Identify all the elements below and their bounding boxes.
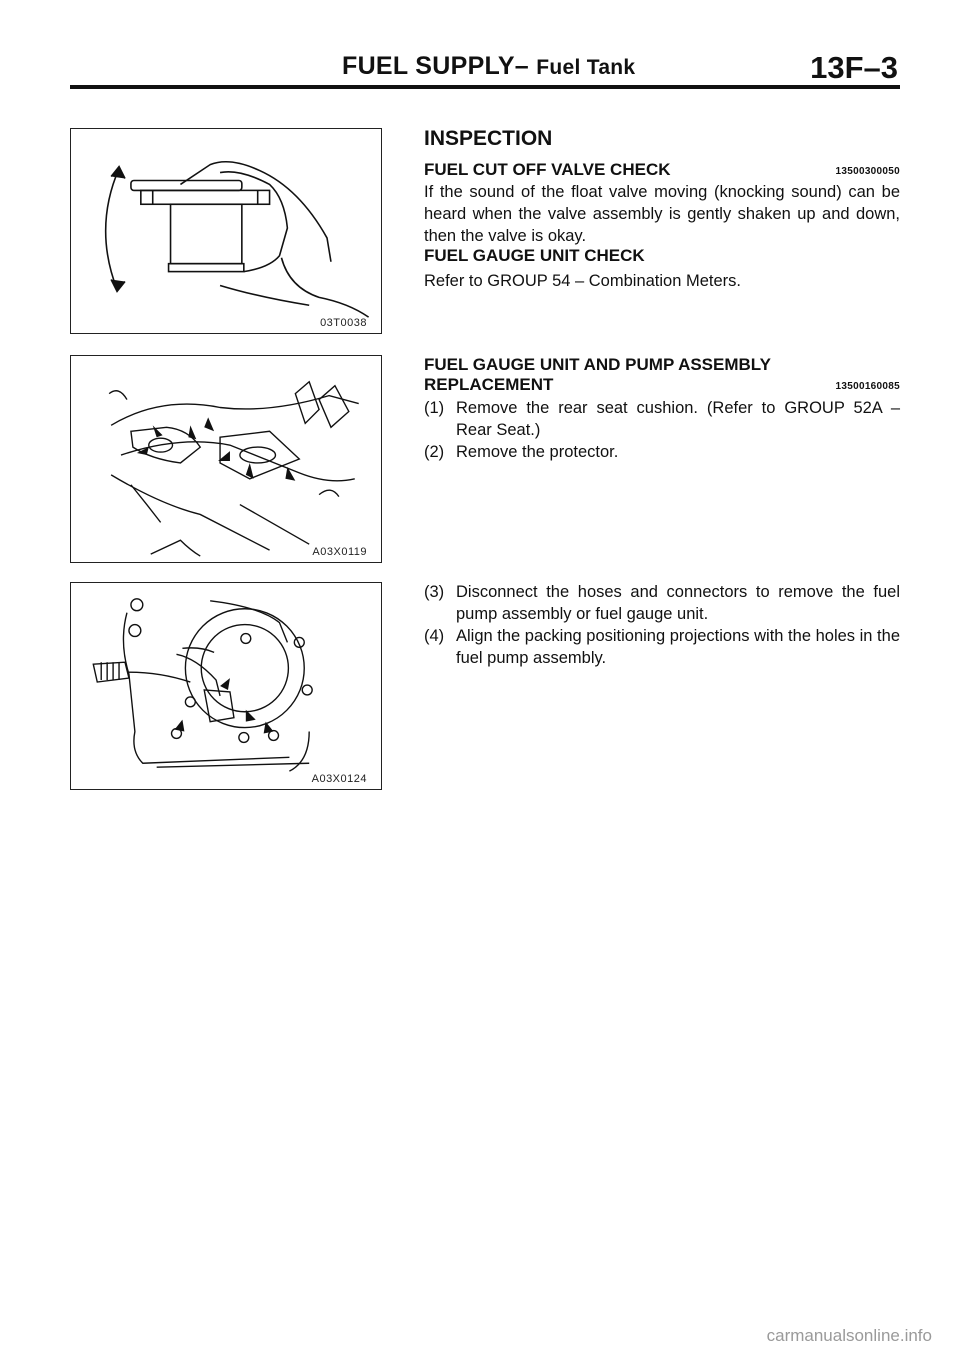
step-2 [424, 441, 900, 463]
inspection-title: INSPECTION [424, 127, 553, 150]
header-title [342, 52, 635, 81]
cut-off-valve-heading: FUEL CUT OFF VALVE CHECK [424, 160, 671, 179]
watermark: carmanualsonline.info [766, 1326, 932, 1345]
step-text: Remove the rear seat cushion. (Refer to GROUP 52A – Rear Seat.) [456, 399, 900, 439]
cut-off-valve-text: If the sound of the float valve moving (knocking sound) can be heard when the valve assembly is gently shaken up and down, then the valve is okay. [424, 183, 900, 245]
figure-code: A03X0124 [311, 773, 367, 785]
step-text: Disconnect the hoses and connectors to remove the fuel pump assembly or fuel gauge unit. [456, 583, 900, 623]
header-section: FUEL SUPPLY– [342, 52, 529, 80]
figure-code: A03X0119 [312, 546, 367, 558]
figure-code: 03T0038 [320, 317, 367, 329]
header-subsection: Fuel Tank [536, 56, 636, 79]
step-text: Align the packing positioning projections with the holes in the fuel pump assembly. [456, 627, 900, 667]
step-4 [424, 625, 900, 669]
step-number: (4) [424, 627, 445, 645]
step-3 [424, 581, 900, 625]
gauge-unit-text: Refer to GROUP 54 – Combination Meters. [424, 272, 741, 290]
replacement-ref: 13500160085 [835, 381, 900, 392]
step-number: (3) [424, 583, 445, 601]
figure-protector [70, 355, 382, 563]
floor-illustration [71, 356, 381, 562]
valve-illustration [71, 129, 381, 333]
replacement-heading-line2: REPLACEMENT [424, 375, 554, 394]
step-number: (1) [424, 399, 445, 417]
pump-illustration [71, 583, 381, 789]
page-number: 13F–3 [810, 50, 898, 85]
figure-valve-shake [70, 128, 382, 334]
header-rule [70, 85, 900, 89]
step-1 [424, 397, 900, 441]
step-text: Remove the protector. [456, 443, 619, 461]
replacement-heading-line1: FUEL GAUGE UNIT AND PUMP ASSEMBLY [424, 355, 771, 374]
gauge-unit-heading: FUEL GAUGE UNIT CHECK [424, 246, 645, 265]
step-number: (2) [424, 443, 445, 461]
figure-pump-assembly [70, 582, 382, 790]
cut-off-valve-ref: 13500300050 [835, 166, 900, 177]
